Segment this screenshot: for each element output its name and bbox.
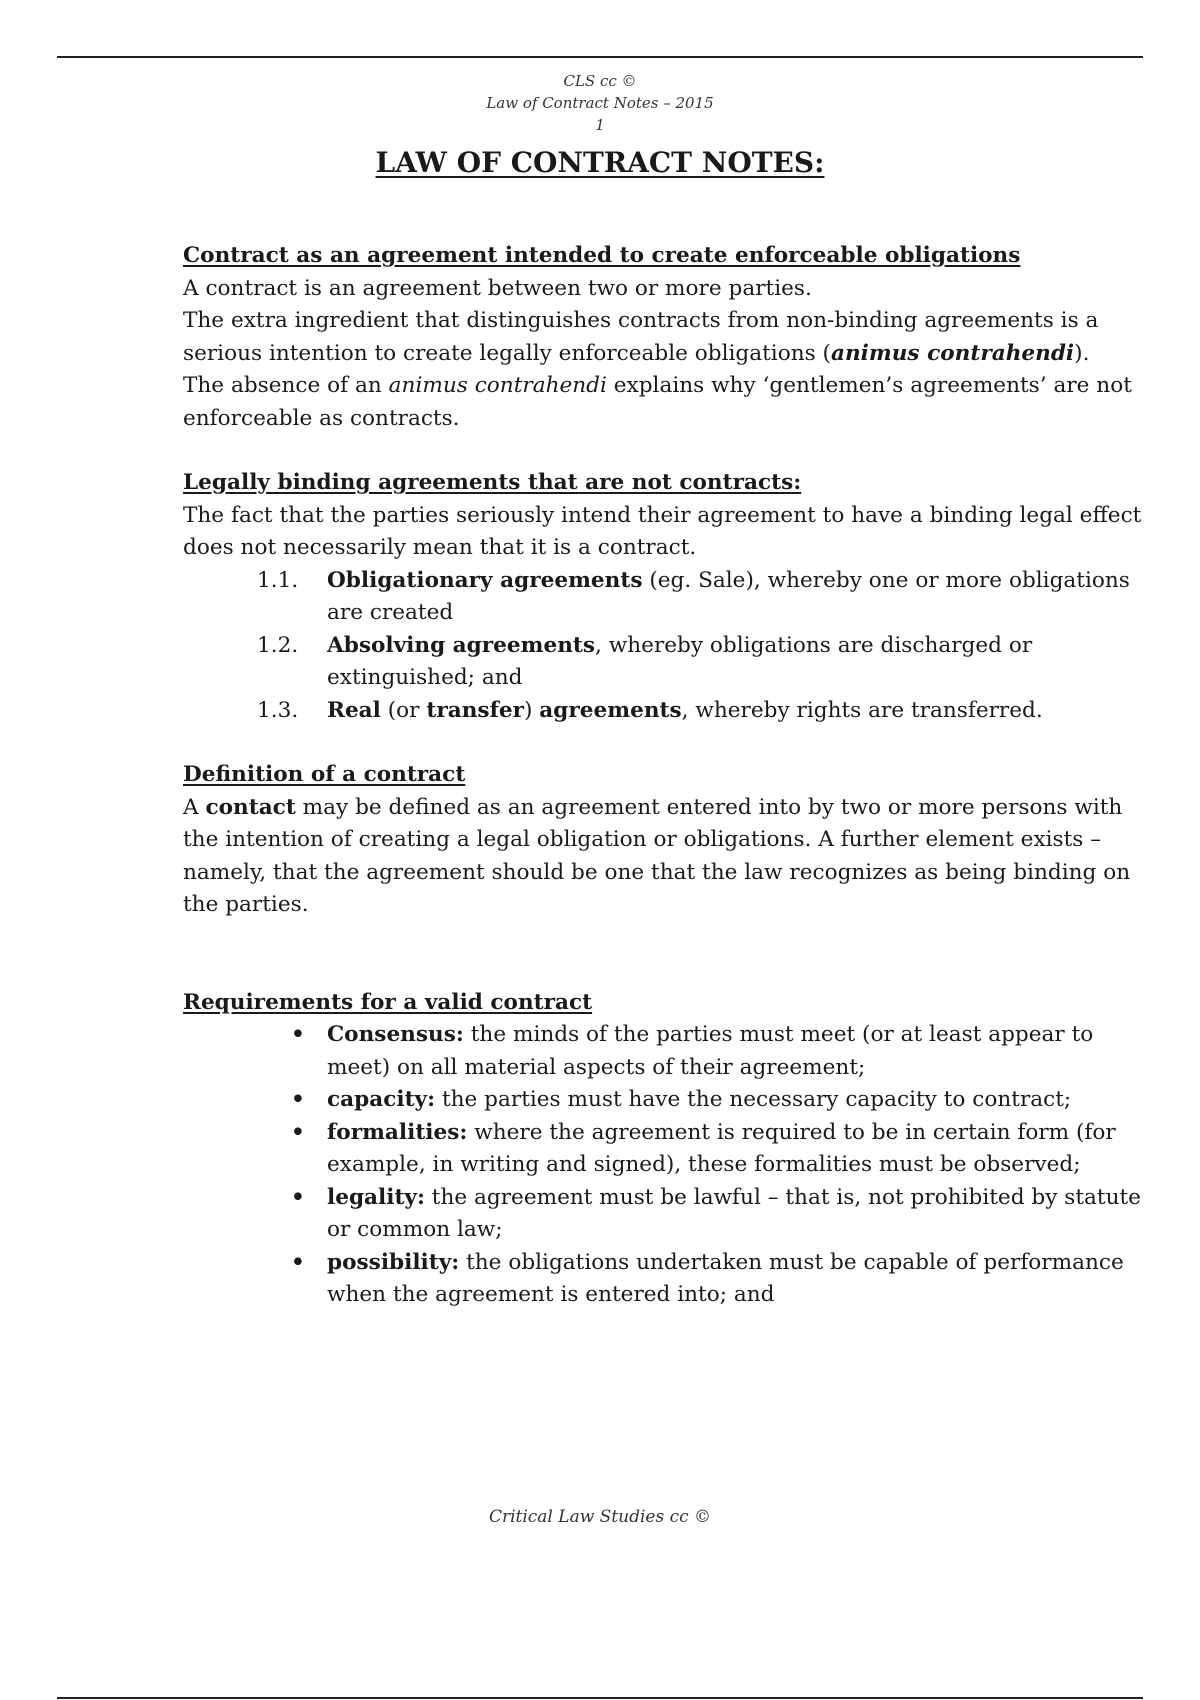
page-footer: Critical Law Studies cc © (488, 1507, 712, 1527)
header-page-number: 1 (595, 116, 605, 134)
bullet-item: • formalities: where the agreement is required to be in certain form (for example, in writing and signed), these formalities must be observed; (183, 1117, 1143, 1182)
paragraph: The extra ingredient that distinguishes contracts from non-binding agreements is a serious intention to create legally enforceable obligations (animus contrahendi). (183, 308, 1099, 366)
section-heading: Legally binding agreements that are not contracts: (183, 470, 802, 495)
header-rule (57, 56, 1143, 58)
bullet-item: • possibility: the obligations undertaken must be capable of performance when the agreement is entered into; and (183, 1247, 1143, 1312)
section-heading: Definition of a contract (183, 762, 466, 787)
header-doc-title: Law of Contract Notes – 2015 (486, 94, 714, 112)
document-body (183, 240, 1143, 1312)
list-item: 1.1. Obligationary agreements (eg. Sale), whereby one or more obligations are created (257, 567, 1130, 625)
bullet-icon: • (291, 1119, 305, 1145)
bullet-icon: • (291, 1249, 305, 1275)
footer-rule (57, 1697, 1143, 1699)
header-company: CLS cc © (563, 72, 637, 90)
paragraph: A contract is an agreement between two or more parties. (183, 275, 812, 301)
bullet-item: • legality: the agreement must be lawful – that is, not prohibited by statute or common law; (183, 1182, 1143, 1247)
bullet-item: • capacity: the parties must have the necessary capacity to contract; (183, 1084, 1143, 1117)
page-title: LAW OF CONTRACT NOTES: (375, 146, 825, 179)
paragraph: A contact may be defined as an agreement entered into by two or more persons with the intention of creating a legal obligation or obligations. A further element exists – namely, that the agreement should be one that the law recognizes as being binding on the parties. (183, 794, 1131, 917)
bullet-icon: • (291, 1022, 305, 1047)
paragraph: The absence of an animus contrahendi explains why ‘gentlemen’s agreements’ are not enforceable as contracts. (183, 373, 1132, 431)
list-item: 1.2. Absolving agreements, whereby obligations are discharged or extinguished; and (257, 632, 1033, 690)
bullet-icon: • (291, 1184, 305, 1210)
list-item: 1.3. Real (or transfer) agreements, whereby rights are transferred. (257, 697, 1043, 723)
section-heading: Contract as an agreement intended to create enforceable obligations (183, 243, 1021, 268)
bullet-icon: • (291, 1087, 305, 1112)
bullet-item: • Consensus: the minds of the parties must meet (or at least appear to meet) on all material aspects of their agreement; (183, 1019, 1143, 1084)
section-heading: Requirements for a valid contract (183, 989, 593, 1015)
paragraph: The fact that the parties seriously intend their agreement to have a binding legal effect does not necessarily mean that it is a contract. (183, 502, 1142, 560)
